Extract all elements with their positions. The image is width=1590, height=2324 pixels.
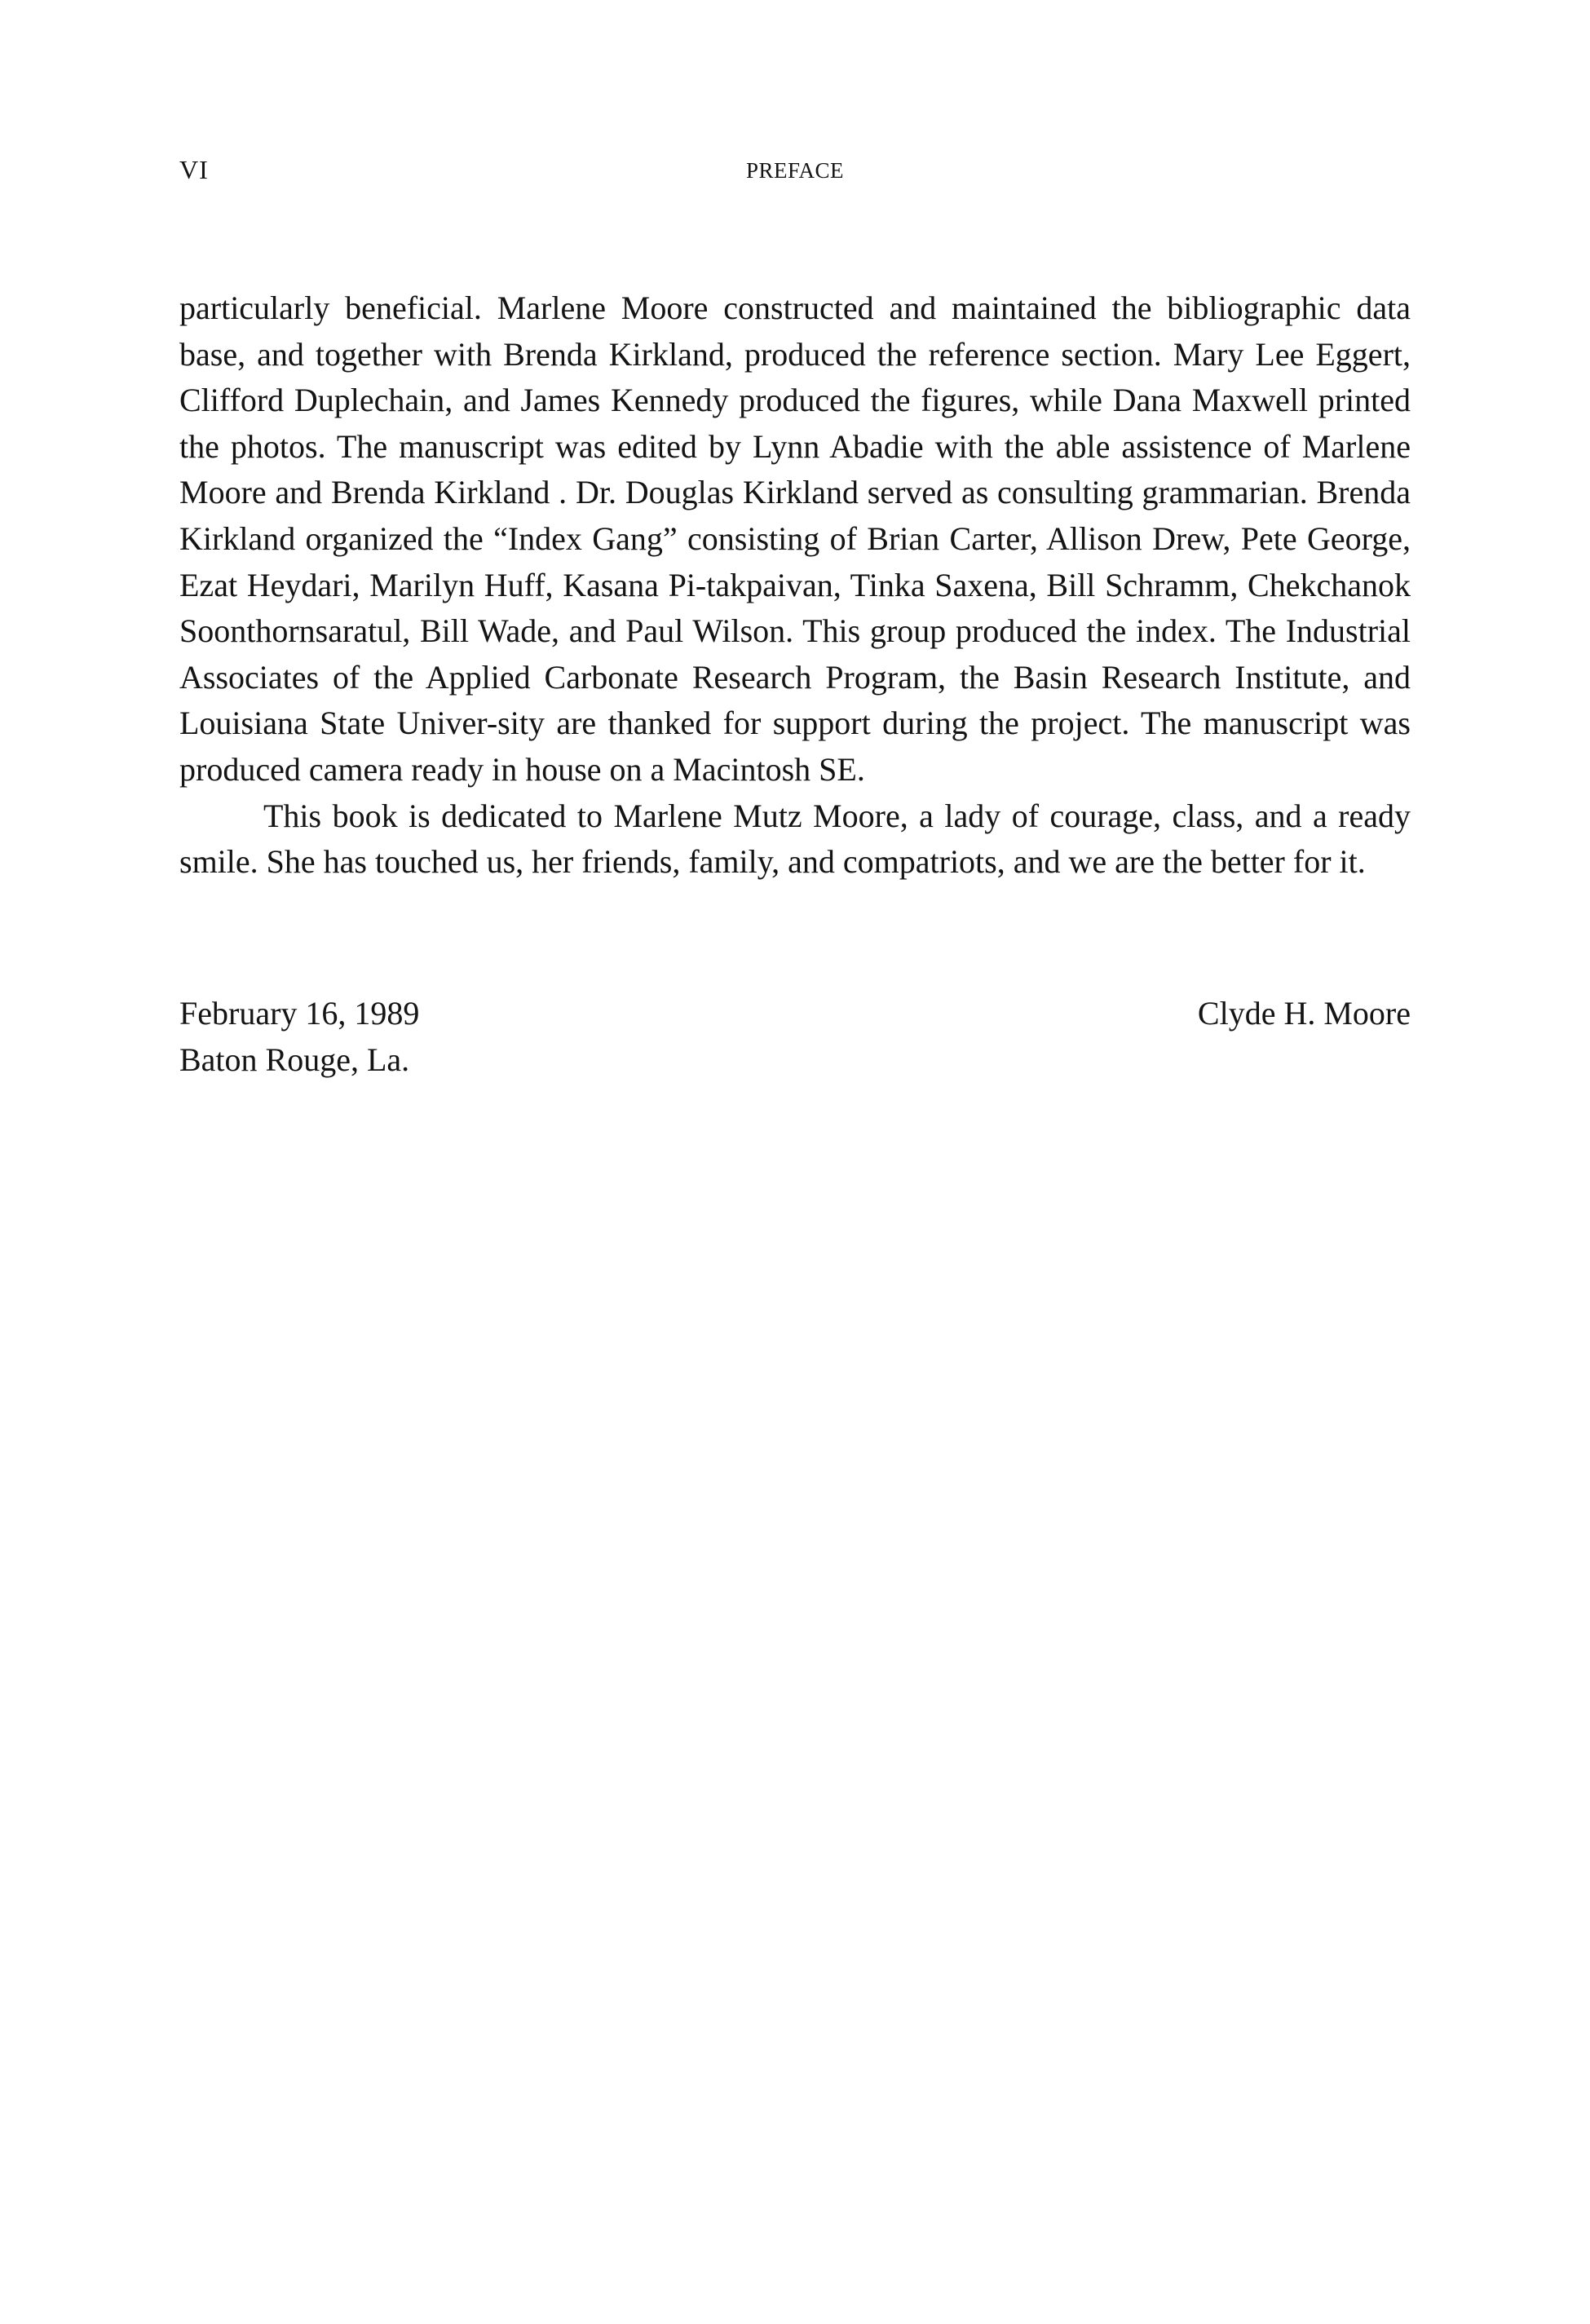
signature-date: February 16, 1989 [179, 995, 420, 1032]
date-place [179, 991, 419, 1083]
preface-body [179, 285, 1411, 886]
running-title: PREFACE [745, 158, 845, 183]
page-number: VI [179, 155, 209, 184]
signature-author: Clyde H. Moore [1197, 995, 1411, 1032]
signature-place: Baton Rouge, La. [179, 1040, 410, 1078]
dedication-paragraph: This book is dedicated to Marlene Mutz Moore, a lady of courage, class, and a ready smile. She has touched us, her friends, family, and compatriots, and we are the better for it. [179, 797, 1411, 881]
running-header [179, 155, 1411, 204]
body-paragraph: particularly beneficial. Marlene Moore constructed and maintained the bibliographic data base, and together with Brenda Kirkland, produced the reference section. Mary Lee Eggert, Clifford Duplechain, and James Kennedy produced the figures, while Dana Maxwell printed the photos. The manuscript was edited by Lynn Abadie with the able assistence of Marlene Moore and Brenda Kirkland . Dr. Douglas Kirkland served as consulting grammarian. Brenda Kirkland organized the “Index Gang” consisting of Brian Carter, Allison Drew, Pete George, Ezat Heydari, Marilyn Huff, Kasana Pi-takpaivan, Tinka Saxena, Bill Schramm, Chekchanok Soonthornsaratul, Bill Wade, and Paul Wilson. This group produced the index. The Industrial Associates of the Applied Carbonate Research Program, the Basin Research Institute, and Louisiana State Univer-sity are thanked for support during the project. The manuscript was produced camera ready in house on a Macintosh SE. [179, 289, 1411, 788]
